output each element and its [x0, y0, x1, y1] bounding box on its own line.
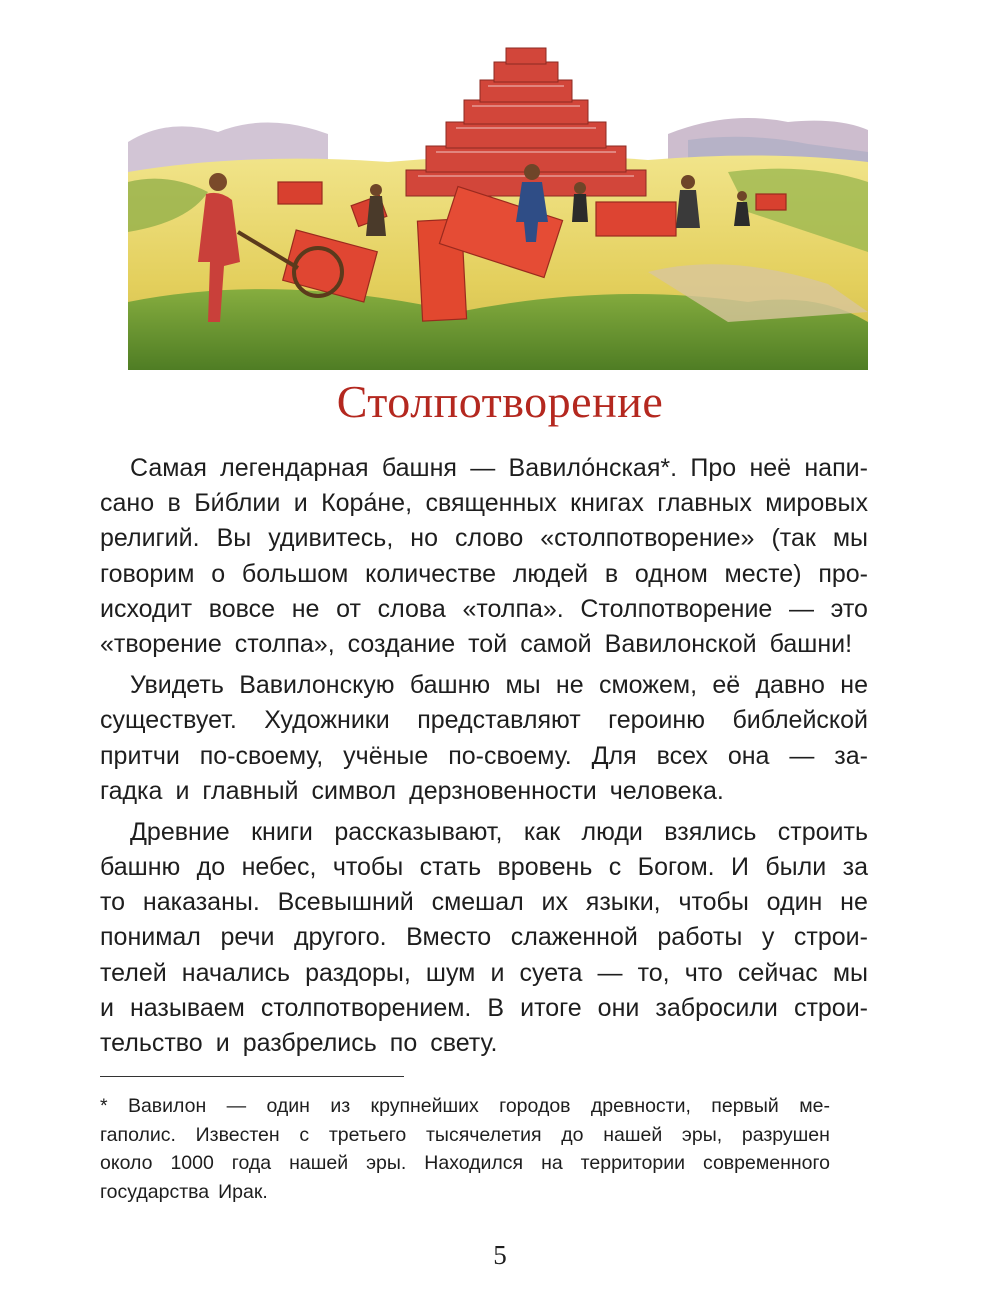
- tower-tier-3: [446, 122, 606, 148]
- body-text: [100, 451, 868, 1061]
- worker-head-1: [209, 173, 227, 191]
- footnote-line: около 1000 года нашей эры. Находился на территории современного: [100, 1152, 830, 1174]
- tower-tier-4: [464, 100, 588, 124]
- chapter-title: Столпотворение: [336, 376, 664, 427]
- text-line: говорим о большом количестве людей в одном месте) про-: [100, 559, 868, 588]
- text-line: то наказаны. Всевышний смешал их языки, чтобы один не: [100, 888, 868, 917]
- text-line: Самая легендарная башня — Вавило́нская*. Про неё напи-: [130, 454, 868, 482]
- paragraph: [100, 668, 868, 809]
- text-line: религий. Вы удивитесь, но слово «столпотворение» (так мы: [100, 524, 868, 553]
- page-number: 5: [493, 1240, 507, 1270]
- brick-far-left: [278, 182, 322, 204]
- illustration-svg: [128, 22, 868, 370]
- brick-far-right: [756, 194, 786, 210]
- paragraph: [100, 451, 868, 662]
- footnote-line: гаполис. Известен с третьего тысячелетия до нашей эры, разрушен: [100, 1123, 830, 1146]
- text-line: сано в Би́блии и Кора́не, священных книгах главных мировых: [100, 489, 868, 518]
- babel-tower-illustration: [128, 22, 868, 370]
- worker-head-4: [370, 184, 382, 196]
- brick-right: [596, 202, 676, 236]
- footnote-line: * Вавилон — один из крупнейших городов древности, первый ме-: [100, 1095, 830, 1117]
- worker-head-6: [737, 191, 747, 201]
- text-line: гадка и главный символ дерзновенности человека.: [100, 776, 724, 805]
- text-line: башню до небес, чтобы стать вровень с Богом. И были за: [100, 853, 868, 882]
- footnote-divider: [100, 1076, 404, 1077]
- worker-head-5: [574, 182, 586, 194]
- text-line: тельство и разбрелись по свету.: [100, 1029, 498, 1057]
- tower-tier-5: [480, 80, 572, 102]
- text-line: исходит вовсе не от слова «толпа». Столпотворение — это: [100, 594, 868, 623]
- text-line: Увидеть Вавилонскую башню мы не сможем, её давно не: [130, 671, 868, 700]
- text-line: «творение столпа», создание той самой Вавилонской башни!: [100, 629, 853, 658]
- footnote-line: государства Ирак.: [100, 1180, 268, 1203]
- text-line: и называем столпотворением. В итоге они забросили строи-: [100, 993, 868, 1022]
- tower-tier-6: [494, 62, 558, 82]
- text-line: телей начались раздоры, шум и суета — то, что сейчас мы: [100, 958, 868, 987]
- text-line: Древние книги рассказывают, как люди взялись строить: [130, 817, 868, 846]
- text-line: понимал речи другого. Вместо слаженной работы у строи-: [100, 923, 868, 952]
- footnote: [100, 1092, 830, 1206]
- worker-head-3: [681, 175, 695, 189]
- worker-head-2: [524, 164, 540, 180]
- text-line: существует. Художники представляют героиню библейской: [100, 706, 868, 735]
- tower-tier-7: [506, 48, 546, 64]
- worker-body-3: [676, 190, 700, 228]
- text-line: притчи по-своему, учёные по-своему. Для всех она — за-: [100, 741, 868, 770]
- paragraph: [100, 815, 868, 1061]
- worker-body-5: [572, 194, 588, 222]
